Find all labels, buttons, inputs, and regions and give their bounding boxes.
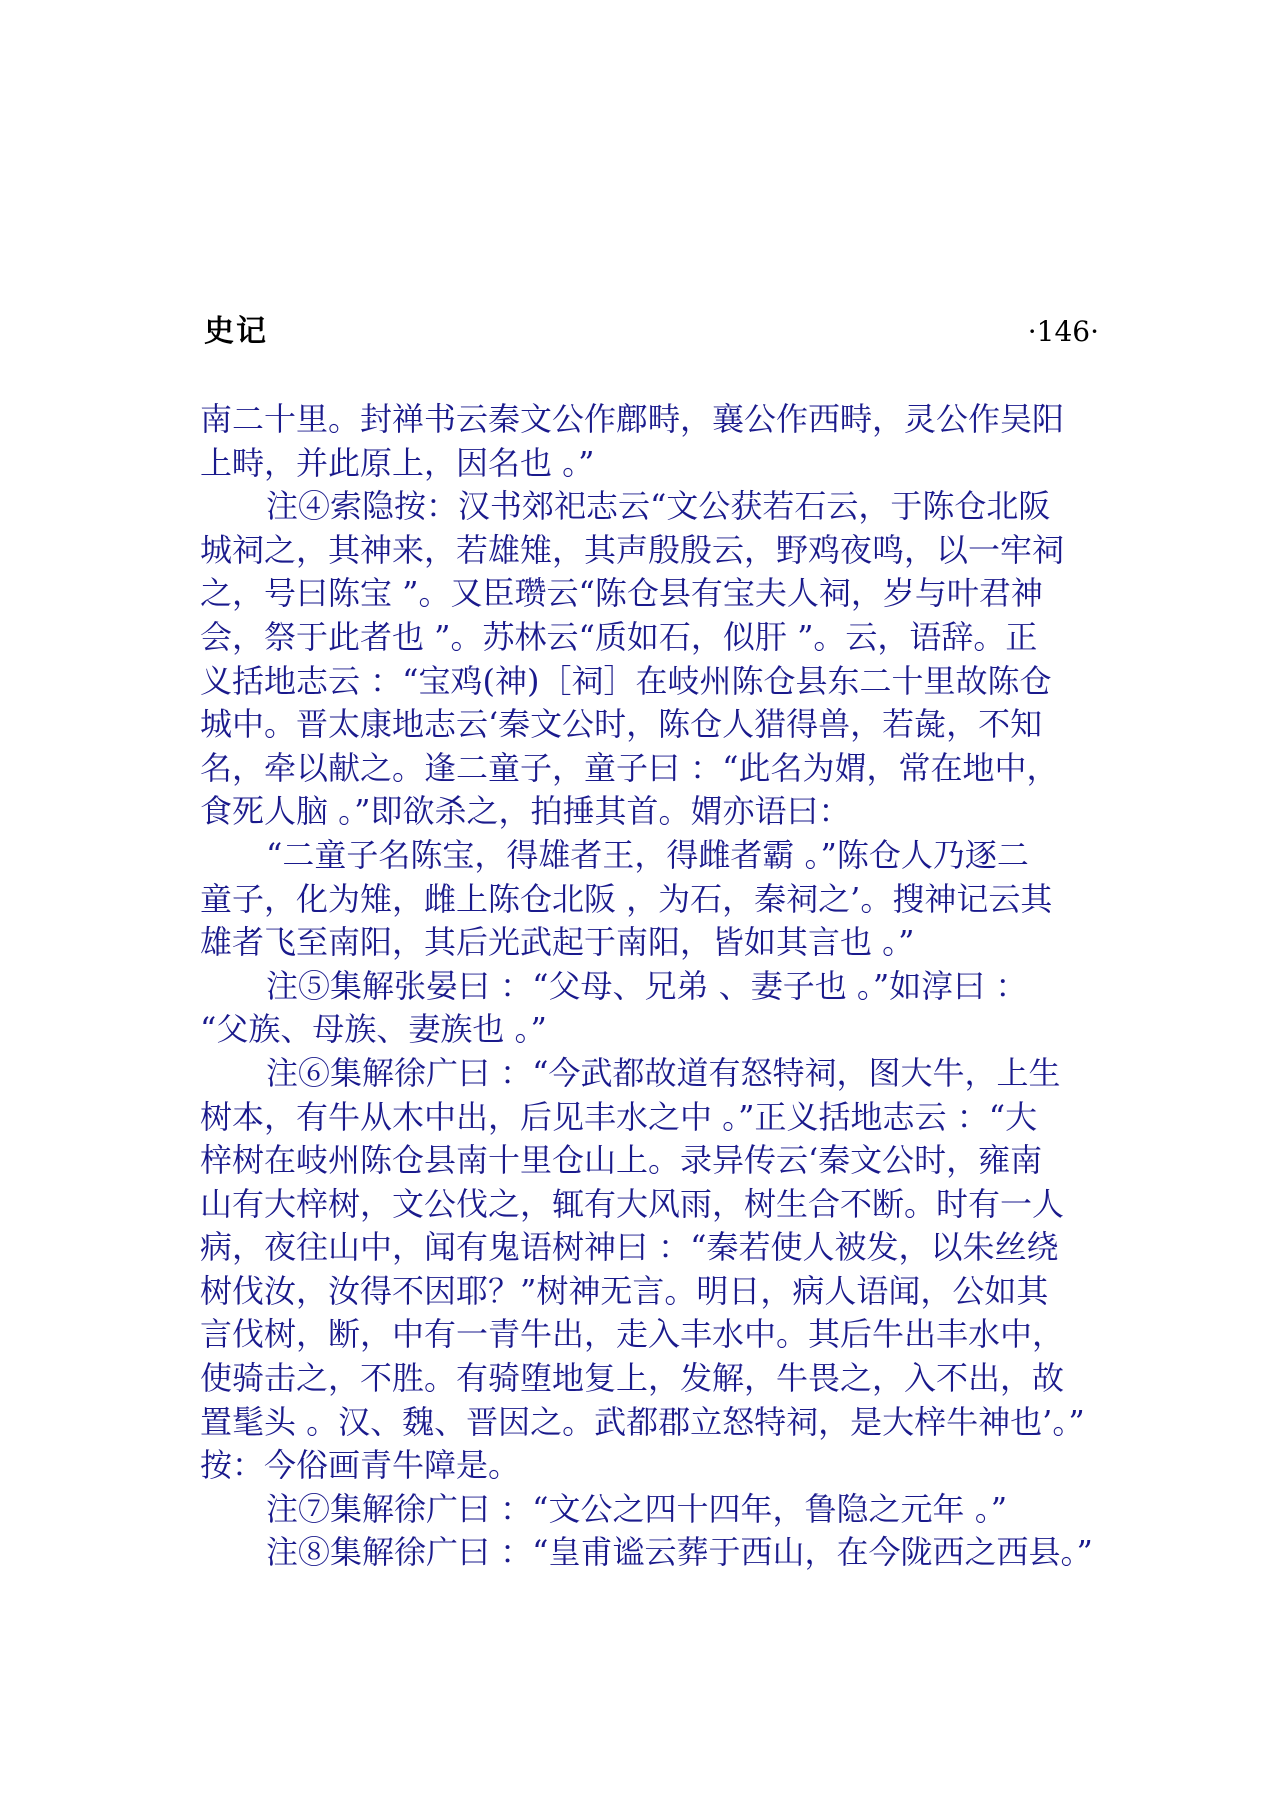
body-text (200, 398, 1160, 1575)
text-line: 食死人脑 。”即欲杀之，拍捶其首。媦亦语曰： (200, 792, 851, 831)
text-line: 义括地志云 ：“宝鸡(神)［祠］在岐州陈仓县东二十里故陈仓 (200, 661, 1052, 700)
text-line: 使骑击之，不胜。有骑堕地复上，发解，牛畏之，入不出，故 (200, 1359, 1065, 1398)
text-line: 山有大梓树，文公伐之，辄有大风雨，树生合不断。时有一人 (200, 1184, 1065, 1223)
text-line: “父族、母族、妻族也 。” (200, 1010, 547, 1049)
text-line: “二童子名陈宝，得雄者王，得雌者霸 。”陈仓人乃逐二 (266, 835, 1029, 874)
text-line: 南二十里。封禅书云秦文公作鄜畤，襄公作西畤，灵公作吴阳 (200, 400, 1065, 438)
text-line: 上畤，并此原上，因名也 。” (200, 443, 595, 482)
text-line: 注⑥集解徐广曰 ：“今武都故道有怒特祠，图大牛，上生 (266, 1053, 1061, 1092)
book-title: 史记 (204, 314, 268, 349)
text-line: 注⑧集解徐广曰 ：“皇甫谧云葬于西山，在今陇西之西县。” (266, 1533, 1093, 1572)
text-line: 言伐树，断，中有一青牛出，走入丰水中。其后牛出丰水中， (200, 1315, 1065, 1354)
text-line: 树伐汝，汝得不因耶？”树神无言。明日，病人语闻，公如其 (200, 1271, 1049, 1310)
text-line: 雄者飞至南阳，其后光武起于南阳，皆如其言也 。” (200, 923, 915, 962)
page-number: ·146· (1027, 315, 1099, 348)
text-line: 树本，有牛从木中出，后见丰水之中 。”正义括地志云 ：“大 (200, 1097, 1038, 1136)
text-line: 注④索隐按：汉书郊祀志云“文公获若石云，于陈仓北阪 (266, 487, 1051, 526)
text-line: 会，祭于此者也 ”。苏林云“质如石，似肝 ”。云，语辞。正 (200, 617, 1038, 656)
text-line: 童子，化为雉，雌上陈仓北阪 ，为石，秦祠之’。搜神记云其 (200, 879, 1053, 918)
text-line: 名，牵以献之。逢二童子，童子曰 ：“此名为媦，常在地中， (200, 748, 1059, 787)
text-line: 注⑤集解张晏曰 ：“父母、兄弟 、妻子也 。”如淳曰 ： (266, 966, 1028, 1005)
text-line: 梓树在岐州陈仓县南十里仓山上。录异传云‘秦文公时，雍南 (200, 1141, 1043, 1180)
text-line: 病，夜往山中，闻有鬼语树神曰 ：“秦若使人被发，以朱丝绕 (200, 1228, 1059, 1267)
page-header (204, 312, 1099, 358)
text-line: 置髦头 。汉、魏、晋因之。武都郡立怒特祠，是大梓牛神也’。” (200, 1402, 1085, 1441)
text-line: 城祠之，其神来，若雄雉，其声殷殷云，野鸡夜鸣，以一牢祠 (200, 530, 1065, 569)
text-line: 之，号曰陈宝 ”。又臣瓒云“陈仓县有宝夫人祠，岁与叶君神 (200, 574, 1043, 613)
text-line: 城中。晋太康地志云‘秦文公时，陈仓人猎得兽，若彘，不知 (200, 705, 1043, 744)
text-line: 按：今俗画青牛障是。 (200, 1446, 521, 1485)
text-line: 注⑦集解徐广曰 ：“文公之四十四年，鲁隐之元年 。” (266, 1489, 1008, 1528)
